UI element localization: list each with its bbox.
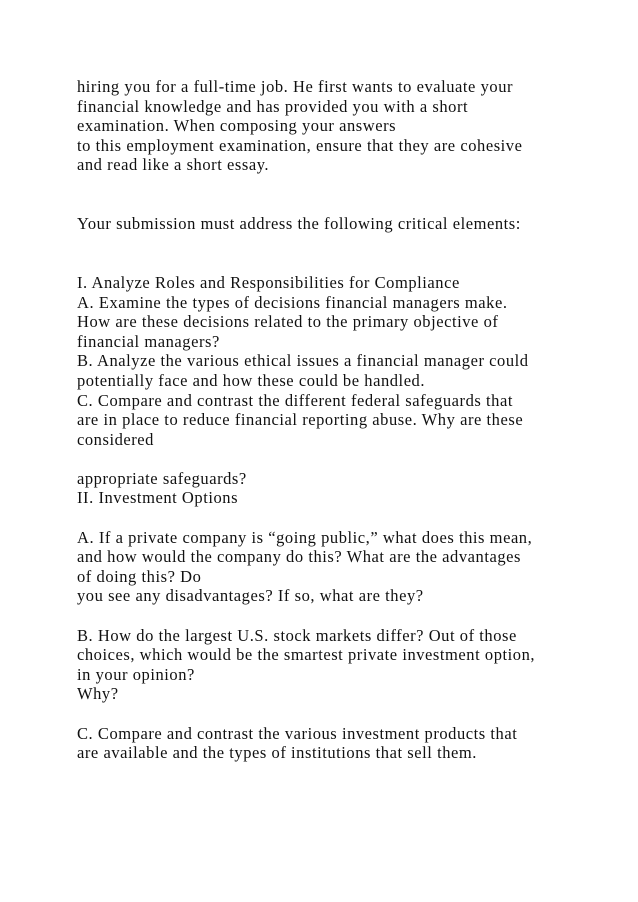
text-line: and read like a short essay. (77, 155, 270, 175)
text-line: potentially face and how these could be handled. (77, 370, 426, 390)
text-line: A. If a private company is “going public,” what does this mean, (77, 527, 533, 547)
text-line: are in place to reduce financial reporting abuse. Why are these (77, 410, 524, 430)
text-line: Your submission must address the following critical elements: (77, 214, 521, 234)
text-line: in your opinion? (77, 664, 195, 684)
text-line: appropriate safeguards? (77, 468, 247, 488)
blank-line (77, 449, 617, 469)
section-heading: II. Investment Options (77, 488, 239, 508)
text-line: financial managers? (77, 331, 220, 351)
text-line: financial knowledge and has provided you with a short (77, 96, 469, 116)
blank-line (77, 195, 617, 215)
blank-line (77, 175, 617, 195)
blank-line (77, 704, 617, 724)
text-line: B. How do the largest U.S. stock markets differ? Out of those (77, 625, 517, 645)
blank-line (77, 234, 617, 254)
text-line: A. Examine the types of decisions financial managers make. (77, 292, 508, 312)
text-line: hiring you for a full-time job. He first wants to evaluate your (77, 77, 514, 96)
text-line: are available and the types of institutions that sell them. (77, 743, 477, 763)
section-heading: I. Analyze Roles and Responsibilities for Compliance (77, 272, 460, 292)
text-line: choices, which would be the smartest private investment option, (77, 645, 536, 665)
text-line: How are these decisions related to the primary objective of (77, 312, 499, 332)
text-line: examination. When composing your answers (77, 116, 397, 136)
text-line: of doing this? Do (77, 566, 202, 586)
document-body (77, 77, 617, 763)
text-line: you see any disadvantages? If so, what are they? (77, 586, 424, 606)
blank-line (77, 253, 617, 273)
blank-line (77, 606, 617, 626)
text-line: Why? (77, 684, 119, 704)
text-line: C. Compare and contrast the various investment products that (77, 723, 518, 743)
text-line: B. Analyze the various ethical issues a financial manager could (77, 351, 529, 371)
text-line: C. Compare and contrast the different federal safeguards that (77, 390, 513, 410)
text-line: and how would the company do this? What are the advantages (77, 547, 521, 567)
text-line: to this employment examination, ensure that they are cohesive (77, 135, 523, 155)
blank-line (77, 508, 617, 528)
text-line: considered (77, 429, 154, 449)
